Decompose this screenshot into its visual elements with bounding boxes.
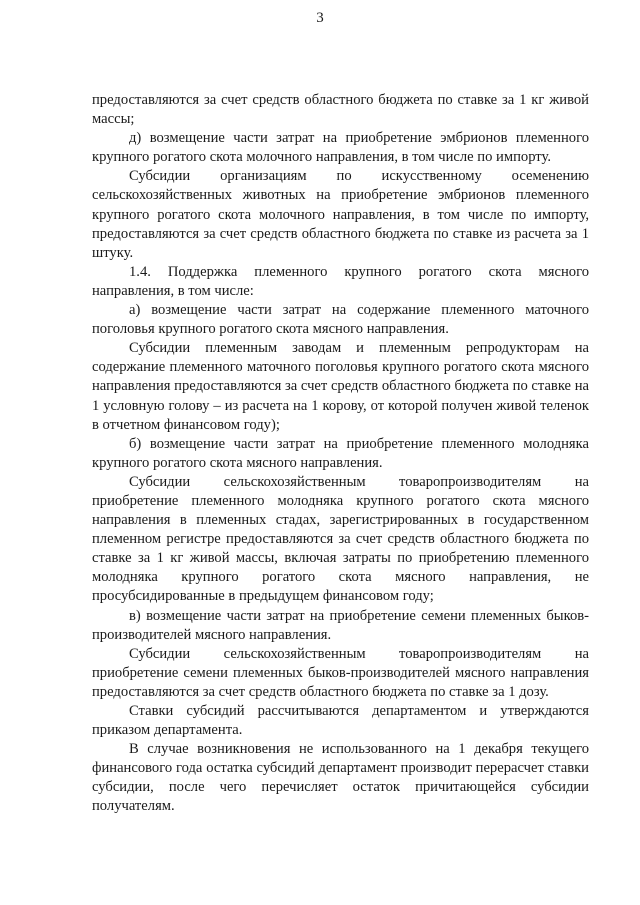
- document-body: [92, 91, 589, 817]
- paragraph: Субсидии племенным заводам и племенным репродукторам на содержание племенного маточного поголовья крупного рогатого скота мясного направления предоставляются за счет средств областного бюджета по ставке на 1 условную голову – из расчета на 1 корову, от которой получен живой теленок в отчетном финансовом году);: [92, 340, 589, 433]
- paragraph: Ставки субсидий рассчитываются департаментом и утверждаются приказом департамента.: [92, 703, 589, 739]
- paragraph: д) возмещение части затрат на приобретение эмбрионов племенного крупного рогатого скота молочного направления, в том числе по импорту.: [92, 130, 589, 166]
- paragraph: Субсидии сельскохозяйственным товаропроизводителям на приобретение семени племенных быков-производителей мясного направления предоставляются за счет средств областного бюджета по ставке за 1 дозу.: [92, 645, 589, 700]
- paragraph: В случае возникновения не использованного на 1 декабря текущего финансового года остатка субсидий департамент производит перерасчет ставки субсидии, после чего перечисляет остаток причитающейся субсидии получателям.: [92, 741, 589, 815]
- paragraph: Субсидии организациям по искусственному осеменению сельскохозяйственных животных на приобретение эмбрионов племенного крупного рогатого скота молочного направления, в том числе по импорту, предоставляются за счет средств областного бюджета по ставке из расчета за 1 штуку.: [92, 168, 589, 261]
- paragraph: в) возмещение части затрат на приобретение семени племенных быков-производителей мясного направления.: [92, 607, 589, 643]
- paragraph: Субсидии сельскохозяйственным товаропроизводителям на приобретение племенного молодняка крупного рогатого скота мясного направления в племенных стадах, зарегистрированных в государственном племенном регистре предоставляются за счет средств областного бюджета по ставке за 1 кг живой массы, включая затраты по приобретению племенного молодняка крупного рогатого скота мясного направления, не просубсидированные в предыдущем финансовом году;: [92, 473, 589, 605]
- paragraph: 1.4. Поддержка племенного крупного рогатого скота мясного направления, в том числе:: [92, 263, 589, 299]
- paragraph: а) возмещение части затрат на содержание племенного маточного поголовья крупного рогатого скота мясного направления.: [92, 302, 589, 338]
- page-number: 3: [316, 10, 324, 26]
- paragraph: предоставляются за счет средств областного бюджета по ставке за 1 кг живой массы;: [92, 92, 589, 128]
- paragraph: б) возмещение части затрат на приобретение племенного молодняка крупного рогатого скота мясного направления.: [92, 435, 589, 471]
